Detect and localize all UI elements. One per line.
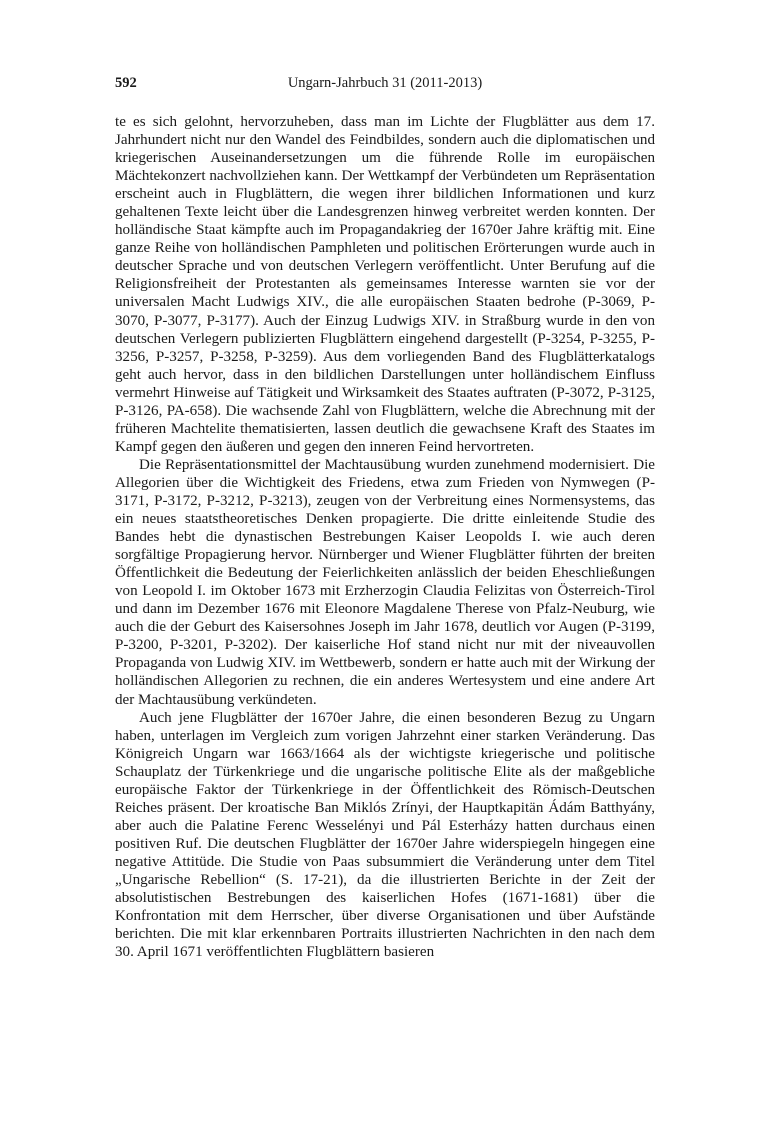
page-number: 592 [115,75,137,91]
document-page [115,74,655,961]
running-head [115,74,655,96]
paragraph-1: te es sich gelohnt, hervorzuheben, dass man im Lichte der Flugblätter aus dem 17. Jahrhundert nicht nur den Wandel des Feindbildes, sondern auch die diplomatischen und kriegerischen Auseinandersetzungen um die führende Rolle im europäischen Mächtekonzert nachvollziehen kann. Der Wettkampf der Verbündeten um Repräsentation erscheint auch in Flugblättern, die wegen ihrer bildlichen Informationen und kurz gehaltenen Texte leicht über die Landesgrenzen hinweg verbreitet werden konnten. Der holländische Staat kämpfte auch im Propagandakrieg der 1670er Jahre kräftig mit. Eine ganze Reihe von holländischen Pamphleten und politischen Erörterungen wurde auch in deutscher Sprache und von deutschen Verlegern veröffentlicht. Unter Berufung auf die Religionsfreiheit der Protestanten als gemeinsames Interesse warnten sie vor der universalen Macht Ludwigs XIV., die alle europäischen Staaten bedrohe (P-3069, P-3070, P-3077, P-3177). Auch der Einzug Ludwigs XIV. in Straßburg wurde in den von deutschen Verlegern publizierten Flugblättern eingehend dargestellt (P-3254, P-3255, P-3256, P-3257, P-3258, P-3259). Aus dem vorliegenden Band des Flugblätterkatalogs geht auch hervor, dass in den bildlichen Darstellungen unter holländischem Einfluss vermehrt Hinweise auf Tätigkeit und Wirksamkeit des Staates auftraten (P-3072, P-3125, P-3126, PA-658). Die wachsende Zahl von Flugblättern, welche die Abrechnung mit der früheren Machtelite thematisierten, lassen deutlich die gewachsene Kraft des Staates im Kampf gegen den äußeren und gegen den inneren Feind hervortreten. [115,114,655,455]
paragraph-3: Auch jene Flugblätter der 1670er Jahre, die einen besonderen Bezug zu Ungarn haben, unterlagen im Vergleich zum vorigen Jahrzehnt einer starken Veränderung. Das Königreich Ungarn war 1663/1664 als der wichtigste kriegerische und politische Schauplatz der Türkenkriege und die ungarische politische Elite als der maßgebliche europäische Faktor der Türkenkriege in der Öffentlichkeit des Römisch-Deutschen Reiches präsent. Der kroatische Ban Miklós Zrínyi, der Hauptkapitän Ádám Batthyány, aber auch die Palatine Ferenc Wesselényi und Pál Esterházy hatten durchaus einen positiven Ruf. Die deutschen Flugblätter der 1670er Jahre widerspiegeln hingegen eine negative Attitüde. Die Studie von Paas subsummiert die Veränderung unter dem Titel „Ungarische Rebellion“ (S. 17-21), da die illustrierten Berichte in der Zeit der absolutistischen Bestrebungen des kaiserlichen Hofes (1671-1681) über die Konfrontation mit dem Herrscher, über diverse Organisationen und über Aufstände berichten. Die mit klar erkennbaren Portraits illustrierten Nachrichten in den nach dem 30. April 1671 veröffentlichten Flugblättern basieren [115,709,655,961]
body-text [115,113,655,961]
journal-title: Ungarn-Jahrbuch 31 (2011-2013) [287,75,483,91]
paragraph-2: Die Repräsentationsmittel der Machtausübung wurden zunehmend modernisiert. Die Allegorien über die Wichtigkeit des Friedens, etwa zum Frieden von Nymwegen (P-3171, P-3172, P-3212, P-3213), zeugen von der Verbreitung eines Normensystems, das ein neues staatstheoretisches Denken propagierte. Die dritte einleitende Studie des Bandes hebt die dynastischen Bestrebungen Kaiser Leopolds I. wie auch deren sorgfältige Propagierung hervor. Nürnberger und Wiener Flugblätter führten der breiten Öffentlichkeit die Bedeutung der Feierlichkeiten anlässlich der beiden Eheschließungen von Leopold I. im Oktober 1673 mit Erzherzogin Claudia Felizitas von Österreich-Tirol und dann im Dezember 1676 mit Eleonore Magdalene Therese von Pfalz-Neuburg, wie auch die der Geburt des Kaisersohnes Joseph im Jahr 1678, deutlich vor Augen (P-3199, P-3200, P-3201, P-3202). Der kaiserliche Hof stand nicht nur mit der niveauvollen Propaganda von Ludwig XIV. im Wettbewerb, sondern er hatte auch mit der Wirkung der holländischen Allegorien zu rechnen, die ein anderes Wertesystem und eine andere Art der Machtausübung verkündeten. [115,456,655,708]
